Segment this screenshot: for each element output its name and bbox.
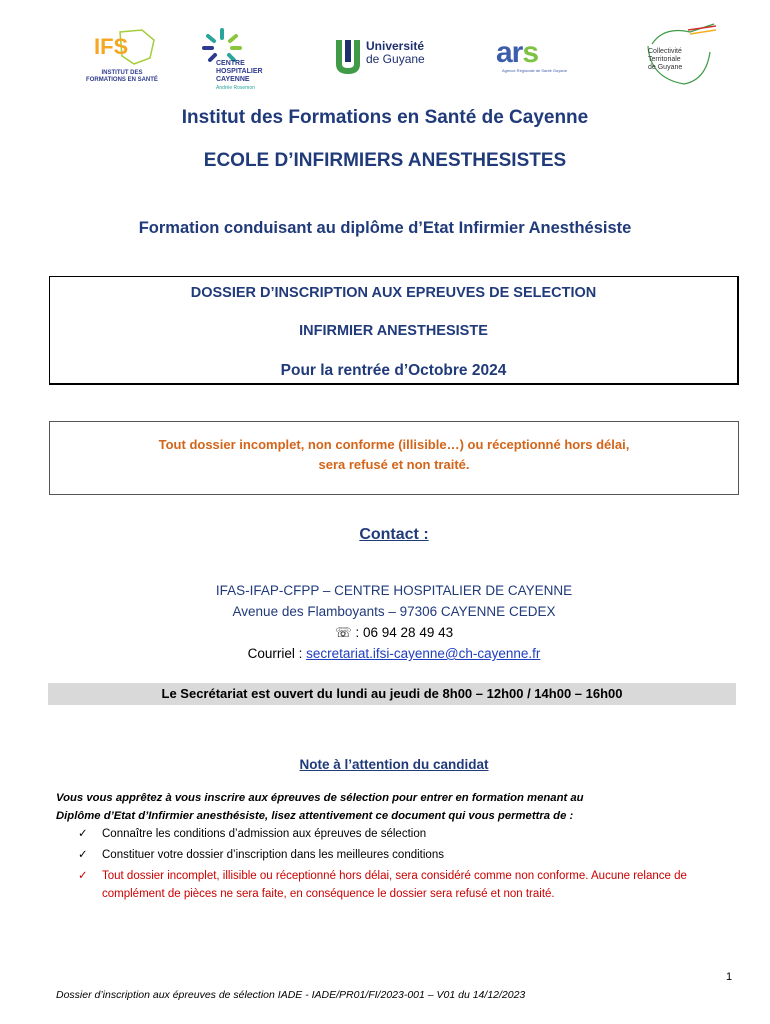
list-item [78, 846, 718, 864]
list-item-warning [78, 867, 718, 903]
ch-logo-text [216, 60, 263, 92]
university-logo-text [366, 40, 425, 66]
secretariat-hours: Le Secrétariat est ouvert du lundi au jeudi de 8h00 – 12h00 / 14h00 – 16h00 [48, 683, 736, 705]
ch-logo-line1: CENTRE [216, 60, 245, 67]
dossier-box [49, 276, 739, 385]
formation-subtitle: Formation conduisant au diplôme d’Etat Infirmier Anesthésiste [138, 219, 632, 237]
contact-email-line [0, 643, 770, 664]
page-number: 1 [726, 971, 733, 983]
university-logo-line2: de Guyane [366, 52, 425, 66]
ctg-logo-text [648, 48, 682, 72]
list-item-text: Constituer votre dossier d’inscription dans les meilleures conditions [102, 849, 444, 861]
university-logo-line1: Université [366, 39, 425, 53]
contact-organization: IFAS-IFAP-CFPP – CENTRE HOSPITALIER DE CAYENNE [215, 583, 573, 598]
ch-cayenne-logo [196, 26, 288, 92]
list-item-text: Connaître les conditions d’admission aux épreuves de sélection [102, 828, 427, 840]
warning-box [49, 421, 739, 495]
ctg-logo-line3: de Guyane [648, 64, 683, 71]
dossier-session: Pour la rentrée d’Octobre 2024 [280, 362, 507, 379]
dossier-title: DOSSIER D’INSCRIPTION AUX EPREUVES DE SELECTION [190, 285, 597, 301]
ifs-logo [84, 28, 156, 88]
ars-logo-caption: Agence Régionale de Santé Guyane [502, 68, 567, 73]
note-title: Note à l’attention du candidat [299, 757, 489, 772]
list-item [78, 825, 718, 843]
ch-logo-line2: HOSPITALIER [216, 68, 263, 75]
ctg-logo-line1: Collectivité [648, 48, 682, 55]
warning-line1: Tout dossier incomplet, non conforme (illisible…) ou réceptionné hors délai, [158, 437, 630, 452]
note-intro [56, 789, 736, 825]
ch-logo-line4: Andrée Rosemon [216, 85, 255, 91]
institute-title: Institut des Formations en Santé de Cayenne [181, 107, 589, 128]
ch-logo-line3: CAYENNE [216, 76, 250, 83]
document-footer: Dossier d’inscription aux épreuves de sélection IADE - IADE/PR01/FI/2023-001 – V01 du 14/12/2023 [56, 989, 526, 1001]
ctg-logo [644, 22, 720, 88]
warning-line2: sera refusé et non traité. [318, 457, 470, 472]
ars-logo [496, 36, 576, 76]
contact-email-link[interactable]: secretariat.ifsi-cayenne@ch-cayenne.fr [306, 646, 541, 661]
dossier-program: INFIRMIER ANESTHESISTE [299, 323, 488, 339]
ctg-logo-line2: Territoriale [648, 56, 681, 63]
university-emblem-icon [334, 38, 364, 76]
contact-email-label: Courriel : [247, 646, 307, 661]
school-title: ECOLE D’INFIRMIERS ANESTHESISTES [203, 150, 567, 171]
contact-phone: : 06 94 28 49 43 [351, 625, 454, 640]
note-intro-line1: Vous vous apprêtez à vous inscrire aux épreuves de sélection pour entrer en formation menant au [56, 792, 584, 804]
ars-logo-s: s [522, 36, 539, 69]
universite-guyane-logo [332, 38, 436, 78]
check-icon: ✓ [78, 870, 88, 882]
contact-title: Contact : [359, 526, 429, 543]
ars-logo-word [496, 36, 538, 70]
check-icon: ✓ [78, 828, 88, 840]
note-intro-line2: Diplôme d’Etat d’Infirmier anesthésiste, lisez attentivement ce document qui vous permettra de : [56, 810, 574, 822]
list-item-text: Tout dossier incomplet, illisible ou réceptionné hors délai, sera considéré comme non conforme. Aucune relance de complément de pièces ne sera faite, en conséquence le dossier sera refusé et non traité. [102, 870, 687, 900]
contact-address: Avenue des Flamboyants – 97306 CAYENNE CEDEX [232, 604, 556, 619]
warning-text [50, 435, 738, 475]
checklist [78, 825, 718, 906]
ars-logo-ar: ar [496, 36, 523, 69]
contact-phone-line [0, 622, 770, 643]
ifs-logo-caption: INSTITUT DES FORMATIONS EN SANTÉ [86, 70, 158, 83]
phone-icon: ☏ [334, 625, 352, 640]
check-icon: ✓ [78, 849, 88, 861]
ifs-logo-mark: IFS [94, 34, 129, 59]
